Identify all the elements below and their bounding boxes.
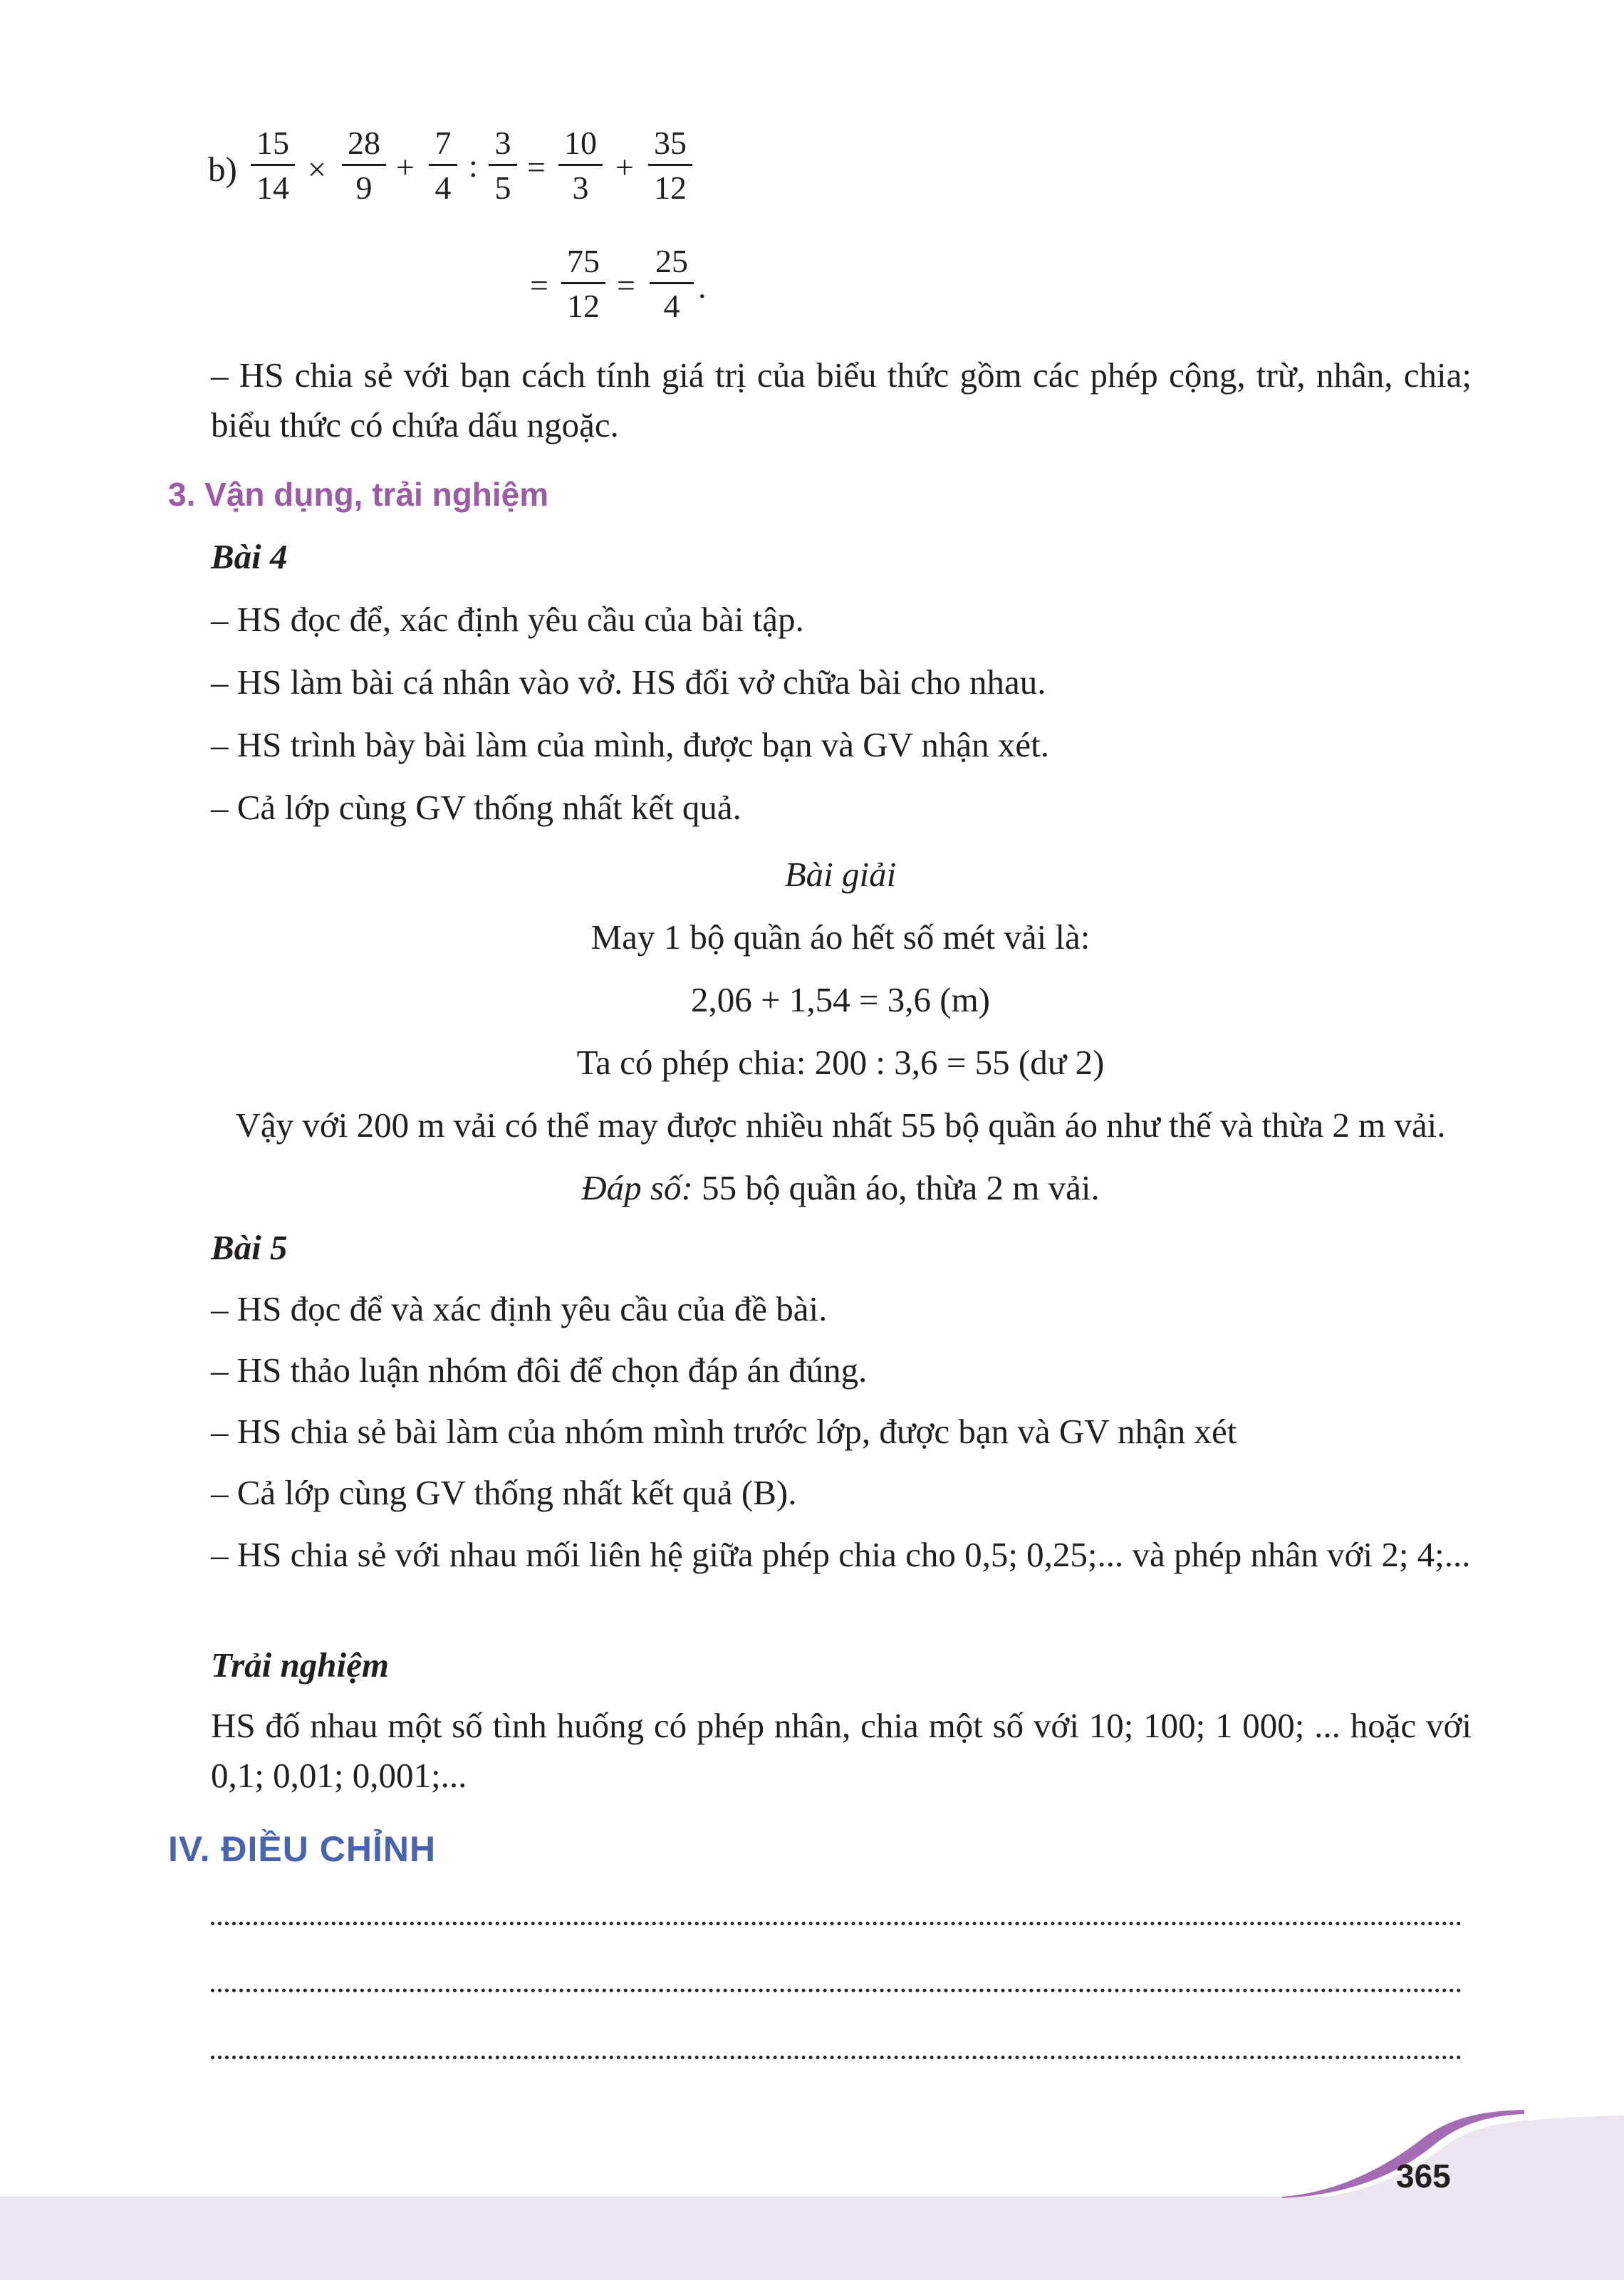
fraction-7-4: 7 4 [429, 125, 457, 206]
fraction-10-3: 10 3 [558, 125, 603, 206]
bai5-step-1: – HS đọc để và xác định yêu cầu của đề bài. [211, 1289, 828, 1328]
bai4-step-1: – HS đọc để, xác định yêu cầu của bài tập. [211, 600, 804, 639]
fraction-75-12: 75 12 [561, 244, 605, 324]
trai-nghiem-title: Trải nghiệm [211, 1645, 390, 1685]
footer-band [0, 2197, 1624, 2280]
dotted-line-1 [211, 1922, 1462, 1925]
bai4-step-2: – HS làm bài cá nhân vào vở. HS đổi vở chữa bài cho nhau. [211, 662, 1046, 702]
bai4-title: Bài 4 [211, 537, 288, 576]
section-heading-4: IV. ĐIỀU CHỈNH [168, 1829, 437, 1869]
dotted-line-3 [211, 2056, 1462, 2059]
bai4-step-3: – HS trình bày bài làm của mình, được bạn và GV nhận xét. [211, 725, 1049, 764]
answer-label: Đáp số: [581, 1168, 693, 1207]
plus-operator-2: + [615, 149, 634, 185]
equals-operator-3: = [617, 267, 635, 303]
fraction-35-12: 35 12 [648, 125, 692, 206]
bai5-step-2: – HS thảo luận nhóm đôi để chọn đáp án đúng. [211, 1350, 868, 1390]
bai5-title: Bài 5 [211, 1228, 288, 1267]
times-operator: × [308, 151, 326, 187]
page-number: 365 [1396, 2157, 1451, 2195]
bai5-share-paragraph: – HS chia sẻ với nhau mối liên hệ giữa phép chia cho 0,5; 0,25;... và phép nhân với 2; 4;... [211, 1535, 1471, 1574]
equals-operator-2: = [530, 267, 548, 303]
answer-line [0, 1167, 1624, 1209]
solution-line-3: Ta có phép chia: 200 : 3,6 = 55 (dư 2) [576, 1043, 1105, 1082]
bai4-step-4: – Cả lớp cùng GV thống nhất kết quả. [211, 788, 741, 827]
dotted-line-2 [211, 1989, 1462, 1992]
equals-operator: = [527, 149, 546, 185]
bai5-step-4: – Cả lớp cùng GV thống nhất kết quả (B). [211, 1473, 797, 1512]
bai5-step-3: – HS chia sẻ bài làm của nhóm mình trước lớp, được bạn và GV nhận xét [211, 1412, 1237, 1451]
plus-operator: + [396, 149, 415, 185]
divide-operator: : [469, 147, 478, 184]
solution-line-1: May 1 bộ quần áo hết số mét vải là: [590, 917, 1091, 957]
section-heading-3: 3. Vận dụng, trải nghiệm [168, 476, 549, 513]
fraction-25-4: 25 4 [650, 244, 694, 324]
fraction-15-14: 15 14 [251, 125, 295, 206]
fraction-3-5: 3 5 [489, 125, 517, 206]
share-paragraph: – HS chia sẻ với bạn cách tính giá trị của biểu thức gồm các phép cộng, trừ, nhân, chia; biểu thức có chứa dấu ngoặc. [211, 355, 1472, 444]
eq-label: b) [208, 150, 237, 189]
solution-line-2: 2,06 + 1,54 = 3,6 (m) [690, 980, 991, 1019]
fraction-28-9: 28 9 [342, 125, 386, 206]
solution-line-4: Vậy với 200 m vải có thể may được nhiều nhất 55 bộ quần áo như thế và thừa 2 m vải. [235, 1105, 1446, 1145]
solution-title: Bài giải [784, 855, 897, 894]
answer-text: 55 bộ quần áo, thừa 2 m vải. [692, 1168, 1100, 1207]
trai-nghiem-paragraph: HS đố nhau một số tình huống có phép nhân, chia một số với 10; 100; 1 000; ... hoặc với 0,1; 0,01; 0,001;... [211, 1706, 1472, 1795]
period: . [698, 269, 707, 305]
